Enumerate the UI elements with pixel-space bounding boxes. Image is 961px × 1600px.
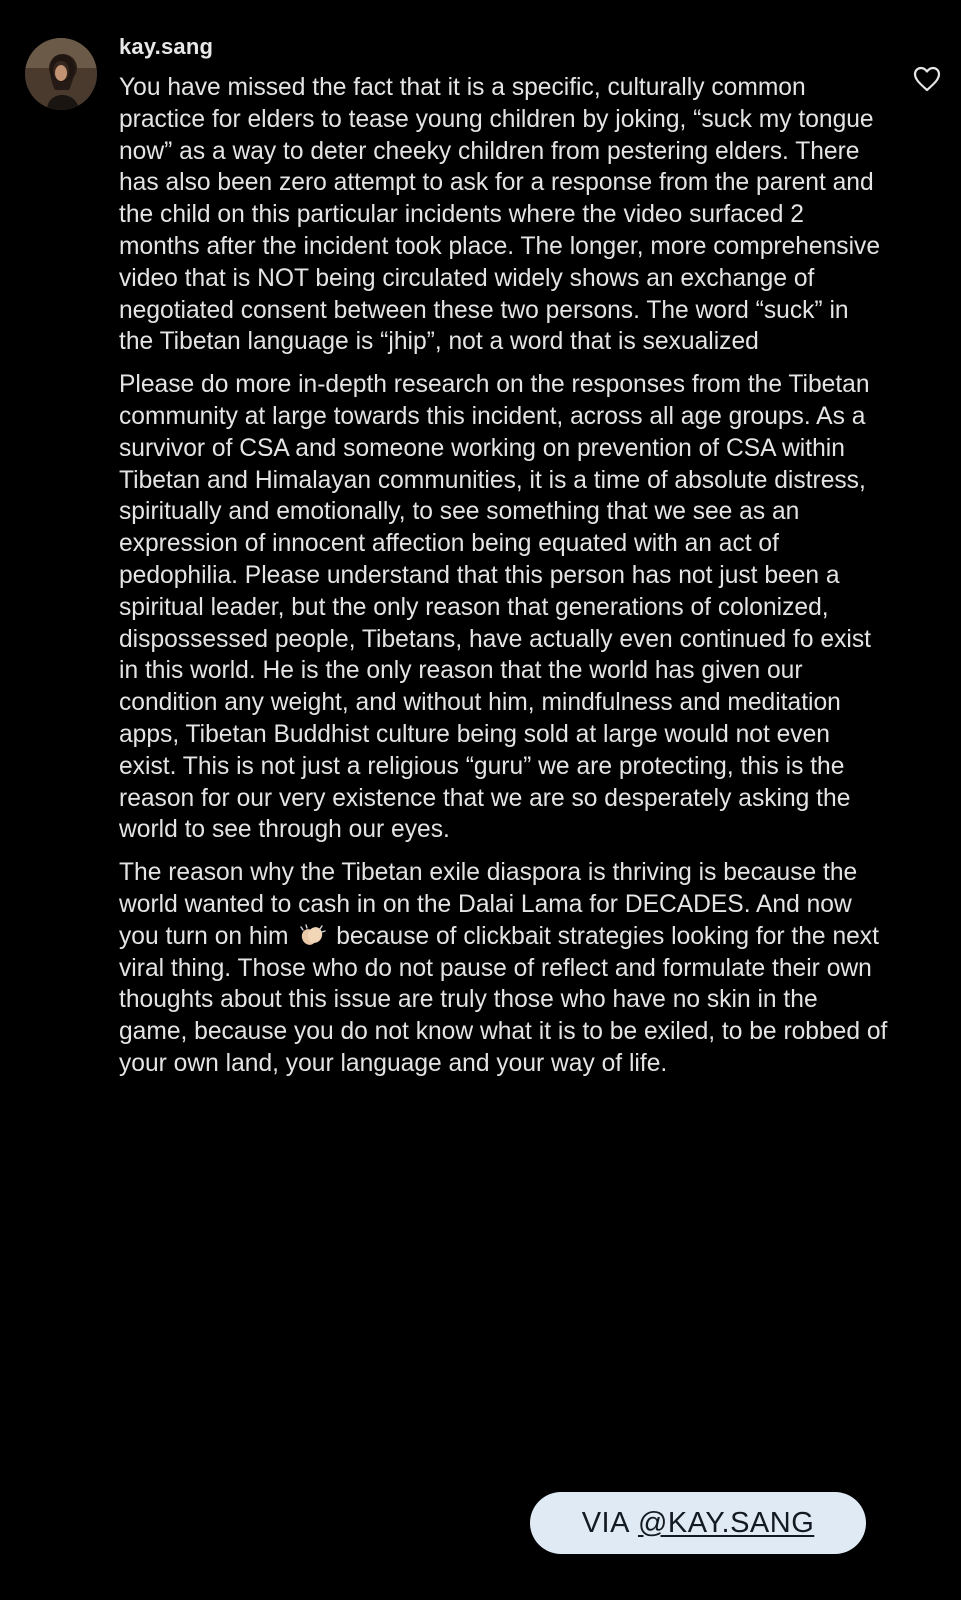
comment-paragraph-3 xyxy=(119,857,889,1080)
comment-paragraph-3-part-2: because of clickbait strategies looking for the next viral thing. Those who do not pause of reflect and formulate their own thoughts about this issue are truly those who have no skin in the game, because you do not know what it is to be exiled, to be robbed of your own land, your language and your way of life. xyxy=(119,922,888,1077)
via-badge-handle[interactable]: @KAY.SANG xyxy=(637,1506,815,1539)
user-avatar[interactable] xyxy=(25,38,97,110)
comment-paragraph-2: Please do more in-depth research on the responses from the Tibetan community at large towards this incident, across all age groups. As a survivor of CSA and someone working on prevention of CSA within Tibetan and Himalayan communities, it is a time of absolute distress, spiritually and emotionally, to see something that we see as an expression of innocent affection being equated with an act of pedophilia. Please understand that this person has not just been a spiritual leader, but the only reason that generations of colonized, dispossessed people, Tibetans, have actually even continued fo exist in this world. He is the only reason that the world has given our condition any weight, and without him, mindfulness and meditation apps, Tibetan Buddhist culture being sold at large would not even exist. This is not just a religious “guru” we are protecting, this is the reason for our very existence that we are so desperately asking the world to see through our eyes. xyxy=(119,371,871,844)
heart-outline-icon xyxy=(913,66,941,92)
like-button[interactable] xyxy=(913,66,941,92)
via-badge-prefix: VIA xyxy=(581,1506,630,1539)
comment-username[interactable]: kay.sang xyxy=(119,34,214,59)
comment-paragraph-3-part-1: The reason why the Tibetan exile diaspora is thriving is because the world wanted to cash in on the Dalai Lama for DECADES. And now you turn on him xyxy=(119,859,858,950)
via-attribution-badge[interactable] xyxy=(530,1492,866,1554)
comment-text xyxy=(119,72,889,1091)
comment-paragraph-1: You have missed the fact that it is a specific, culturally common practice for elders to tease young children by joking, “suck my tongue now” as a way to deter cheeky children from pestering elders. There has also been zero attempt to ask for a response from the parent and the child on this particular incidents where the video surfaced 2 months after the incident took place. The longer, more comprehensive video that is NOT being circulated widely shows an exchange of negotiated consent between these two persons. The word “suck” in the Tibetan language is “jhip”, not a word that is sexualized xyxy=(119,74,881,356)
clapping-hands-emoji-icon xyxy=(297,923,327,947)
avatar-photo-icon xyxy=(25,38,97,110)
